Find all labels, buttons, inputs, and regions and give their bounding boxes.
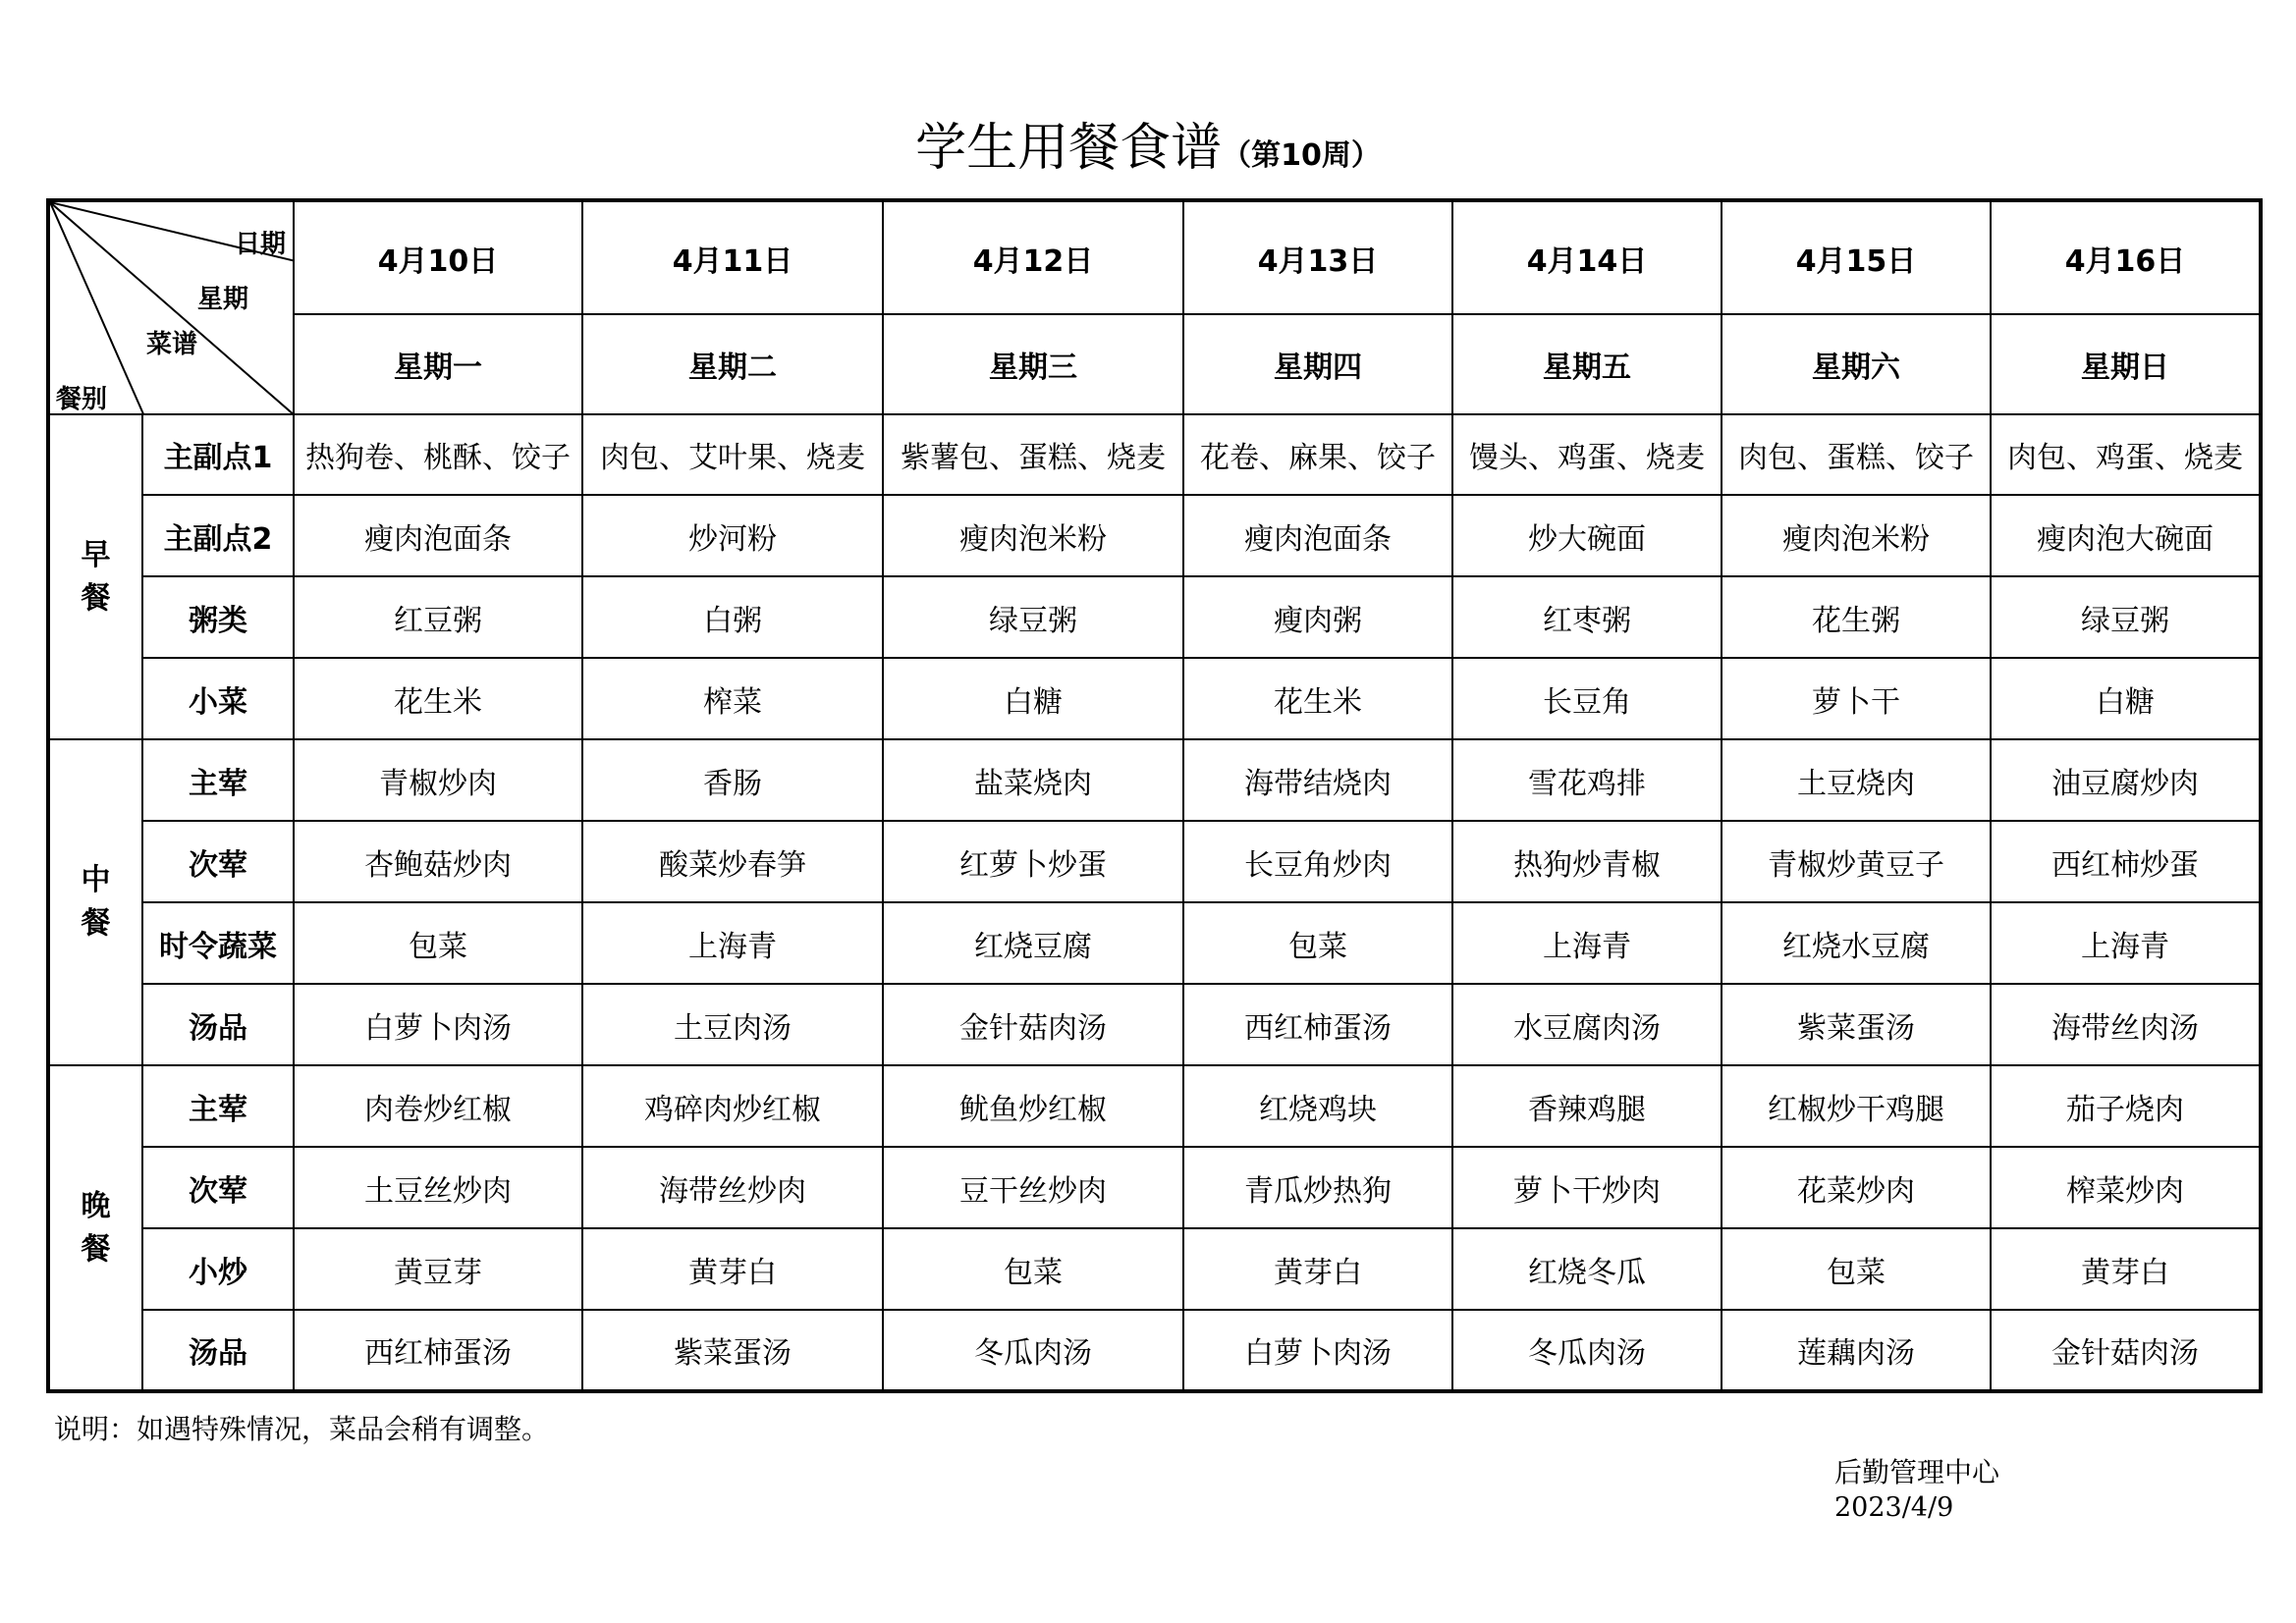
- dish-cell: 紫菜蛋汤: [582, 1310, 883, 1391]
- dish-cell: 海带丝炒肉: [582, 1147, 883, 1228]
- dish-cell: 香肠: [582, 739, 883, 821]
- menu-row: [48, 495, 2261, 576]
- meal-label: [48, 1065, 142, 1391]
- dish-cell: 白糖: [1991, 658, 2261, 739]
- menu-row: [48, 1065, 2261, 1147]
- corner-header: [48, 200, 294, 414]
- dish-cell: 瘦肉泡大碗面: [1991, 495, 2261, 576]
- footer-date: 2023/4/9: [1834, 1492, 1954, 1523]
- weekday-row: [48, 314, 2261, 414]
- menu-row: [48, 739, 2261, 821]
- dish-cell: 上海青: [1452, 902, 1722, 984]
- dish-cell: 热狗炒青椒: [1452, 821, 1722, 902]
- title-week: （第10周）: [1222, 138, 1381, 173]
- dish-cell: 雪花鸡排: [1452, 739, 1722, 821]
- dish-cell: 西红柿蛋汤: [294, 1310, 582, 1391]
- dish-cell: 红烧水豆腐: [1722, 902, 1991, 984]
- dish-cell: 鸡碎肉炒红椒: [582, 1065, 883, 1147]
- dish-cell: 茄子烧肉: [1991, 1065, 2261, 1147]
- dish-cell: 豆干丝炒肉: [883, 1147, 1183, 1228]
- dish-cell: 瘦肉粥: [1183, 576, 1452, 658]
- dish-cell: 上海青: [582, 902, 883, 984]
- date-row: [48, 200, 2261, 314]
- category-label: 时令蔬菜: [142, 902, 294, 984]
- date-header: 4月15日: [1722, 200, 1991, 314]
- category-label: 小菜: [142, 658, 294, 739]
- dish-cell: 长豆角: [1452, 658, 1722, 739]
- date-header: 4月14日: [1452, 200, 1722, 314]
- note-text: 说明：如遇特殊情况，菜品会稍有调整。: [54, 1413, 550, 1445]
- dish-cell: 炒河粉: [582, 495, 883, 576]
- dish-cell: 酸菜炒春笋: [582, 821, 883, 902]
- dish-cell: 水豆腐肉汤: [1452, 984, 1722, 1065]
- dish-cell: 黄豆芽: [294, 1228, 582, 1310]
- category-label: 汤品: [142, 1310, 294, 1391]
- date-header: 4月12日: [883, 200, 1183, 314]
- dish-cell: 白萝卜肉汤: [294, 984, 582, 1065]
- menu-table-body: [48, 200, 2261, 1391]
- dish-cell: 包菜: [294, 902, 582, 984]
- title-main: 学生用餐食谱: [915, 119, 1223, 178]
- menu-row: [48, 1228, 2261, 1310]
- dish-cell: 红烧豆腐: [883, 902, 1183, 984]
- dish-cell: 海带丝肉汤: [1991, 984, 2261, 1065]
- meal-name: 晚餐: [81, 1188, 111, 1267]
- weekday-header: 星期五: [1452, 314, 1722, 414]
- dish-cell: 肉包、艾叶果、烧麦: [582, 414, 883, 495]
- meal-label: [48, 414, 142, 739]
- category-label: 主荤: [142, 739, 294, 821]
- date-header: 4月10日: [294, 200, 582, 314]
- dish-cell: 绿豆粥: [883, 576, 1183, 658]
- footer-org: 后勤管理中心: [1834, 1456, 2000, 1488]
- menu-row: [48, 658, 2261, 739]
- meal-name: 中餐: [81, 863, 111, 941]
- dish-cell: 油豆腐炒肉: [1991, 739, 2261, 821]
- dish-cell: 红烧冬瓜: [1452, 1228, 1722, 1310]
- dish-cell: 馒头、鸡蛋、烧麦: [1452, 414, 1722, 495]
- dish-cell: 金针菇肉汤: [1991, 1310, 2261, 1391]
- weekday-header: 星期二: [582, 314, 883, 414]
- dish-cell: 萝卜干: [1722, 658, 1991, 739]
- corner-label-menu: 菜谱: [146, 330, 198, 359]
- dish-cell: 红萝卜炒蛋: [883, 821, 1183, 902]
- dish-cell: 土豆烧肉: [1722, 739, 1991, 821]
- weekday-header: 星期六: [1722, 314, 1991, 414]
- dish-cell: 盐菜烧肉: [883, 739, 1183, 821]
- dish-cell: 长豆角炒肉: [1183, 821, 1452, 902]
- category-label: 主副点2: [142, 495, 294, 576]
- dish-cell: 榨菜: [582, 658, 883, 739]
- dish-cell: 青椒炒黄豆子: [1722, 821, 1991, 902]
- dish-cell: 绿豆粥: [1991, 576, 2261, 658]
- menu-row: [48, 414, 2261, 495]
- category-label: 粥类: [142, 576, 294, 658]
- menu-row: [48, 1147, 2261, 1228]
- dish-cell: 土豆肉汤: [582, 984, 883, 1065]
- dish-cell: 金针菇肉汤: [883, 984, 1183, 1065]
- dish-cell: 紫薯包、蛋糕、烧麦: [883, 414, 1183, 495]
- dish-cell: 花菜炒肉: [1722, 1147, 1991, 1228]
- menu-table: [46, 198, 2263, 1393]
- dish-cell: 包菜: [883, 1228, 1183, 1310]
- corner-label-date: 日期: [235, 230, 287, 259]
- dish-cell: 海带结烧肉: [1183, 739, 1452, 821]
- dish-cell: 红烧鸡块: [1183, 1065, 1452, 1147]
- dish-cell: 花生米: [1183, 658, 1452, 739]
- date-header: 4月13日: [1183, 200, 1452, 314]
- menu-row: [48, 902, 2261, 984]
- dish-cell: 红豆粥: [294, 576, 582, 658]
- weekday-header: 星期三: [883, 314, 1183, 414]
- menu-row: [48, 1310, 2261, 1391]
- menu-row: [48, 821, 2261, 902]
- dish-cell: 西红柿蛋汤: [1183, 984, 1452, 1065]
- dish-cell: 青椒炒肉: [294, 739, 582, 821]
- dish-cell: 萝卜干炒肉: [1452, 1147, 1722, 1228]
- corner-label-meal: 餐别: [56, 385, 108, 414]
- dish-cell: 瘦肉泡面条: [1183, 495, 1452, 576]
- dish-cell: 肉卷炒红椒: [294, 1065, 582, 1147]
- dish-cell: 上海青: [1991, 902, 2261, 984]
- dish-cell: 紫菜蛋汤: [1722, 984, 1991, 1065]
- weekday-header: 星期一: [294, 314, 582, 414]
- category-label: 主荤: [142, 1065, 294, 1147]
- dish-cell: 炒大碗面: [1452, 495, 1722, 576]
- dish-cell: 青瓜炒热狗: [1183, 1147, 1452, 1228]
- dish-cell: 瘦肉泡米粉: [1722, 495, 1991, 576]
- dish-cell: 黄芽白: [1991, 1228, 2261, 1310]
- category-label: 主副点1: [142, 414, 294, 495]
- dish-cell: 冬瓜肉汤: [1452, 1310, 1722, 1391]
- dish-cell: 冬瓜肉汤: [883, 1310, 1183, 1391]
- dish-cell: 西红柿炒蛋: [1991, 821, 2261, 902]
- dish-cell: 杏鲍菇炒肉: [294, 821, 582, 902]
- dish-cell: 白粥: [582, 576, 883, 658]
- date-header: 4月11日: [582, 200, 883, 314]
- page-title: [0, 106, 2296, 180]
- category-label: 汤品: [142, 984, 294, 1065]
- dish-cell: 花卷、麻果、饺子: [1183, 414, 1452, 495]
- dish-cell: 鱿鱼炒红椒: [883, 1065, 1183, 1147]
- meal-name: 早餐: [81, 537, 111, 616]
- weekday-header: 星期日: [1991, 314, 2261, 414]
- dish-cell: 莲藕肉汤: [1722, 1310, 1991, 1391]
- dish-cell: 肉包、蛋糕、饺子: [1722, 414, 1991, 495]
- menu-row: [48, 576, 2261, 658]
- dish-cell: 花生粥: [1722, 576, 1991, 658]
- dish-cell: 白糖: [883, 658, 1183, 739]
- category-label: 次荤: [142, 821, 294, 902]
- dish-cell: 瘦肉泡米粉: [883, 495, 1183, 576]
- dish-cell: 白萝卜肉汤: [1183, 1310, 1452, 1391]
- dish-cell: 红枣粥: [1452, 576, 1722, 658]
- menu-row: [48, 984, 2261, 1065]
- date-header: 4月16日: [1991, 200, 2261, 314]
- dish-cell: 榨菜炒肉: [1991, 1147, 2261, 1228]
- corner-label-weekday: 星期: [197, 285, 249, 314]
- meal-label: [48, 739, 142, 1065]
- dish-cell: 花生米: [294, 658, 582, 739]
- footer: [1834, 1455, 1999, 1526]
- dish-cell: 热狗卷、桃酥、饺子: [294, 414, 582, 495]
- category-label: 小炒: [142, 1228, 294, 1310]
- dish-cell: 包菜: [1183, 902, 1452, 984]
- category-label: 次荤: [142, 1147, 294, 1228]
- dish-cell: 瘦肉泡面条: [294, 495, 582, 576]
- dish-cell: 黄芽白: [582, 1228, 883, 1310]
- dish-cell: 包菜: [1722, 1228, 1991, 1310]
- dish-cell: 土豆丝炒肉: [294, 1147, 582, 1228]
- dish-cell: 红椒炒干鸡腿: [1722, 1065, 1991, 1147]
- dish-cell: 肉包、鸡蛋、烧麦: [1991, 414, 2261, 495]
- dish-cell: 黄芽白: [1183, 1228, 1452, 1310]
- dish-cell: 香辣鸡腿: [1452, 1065, 1722, 1147]
- weekday-header: 星期四: [1183, 314, 1452, 414]
